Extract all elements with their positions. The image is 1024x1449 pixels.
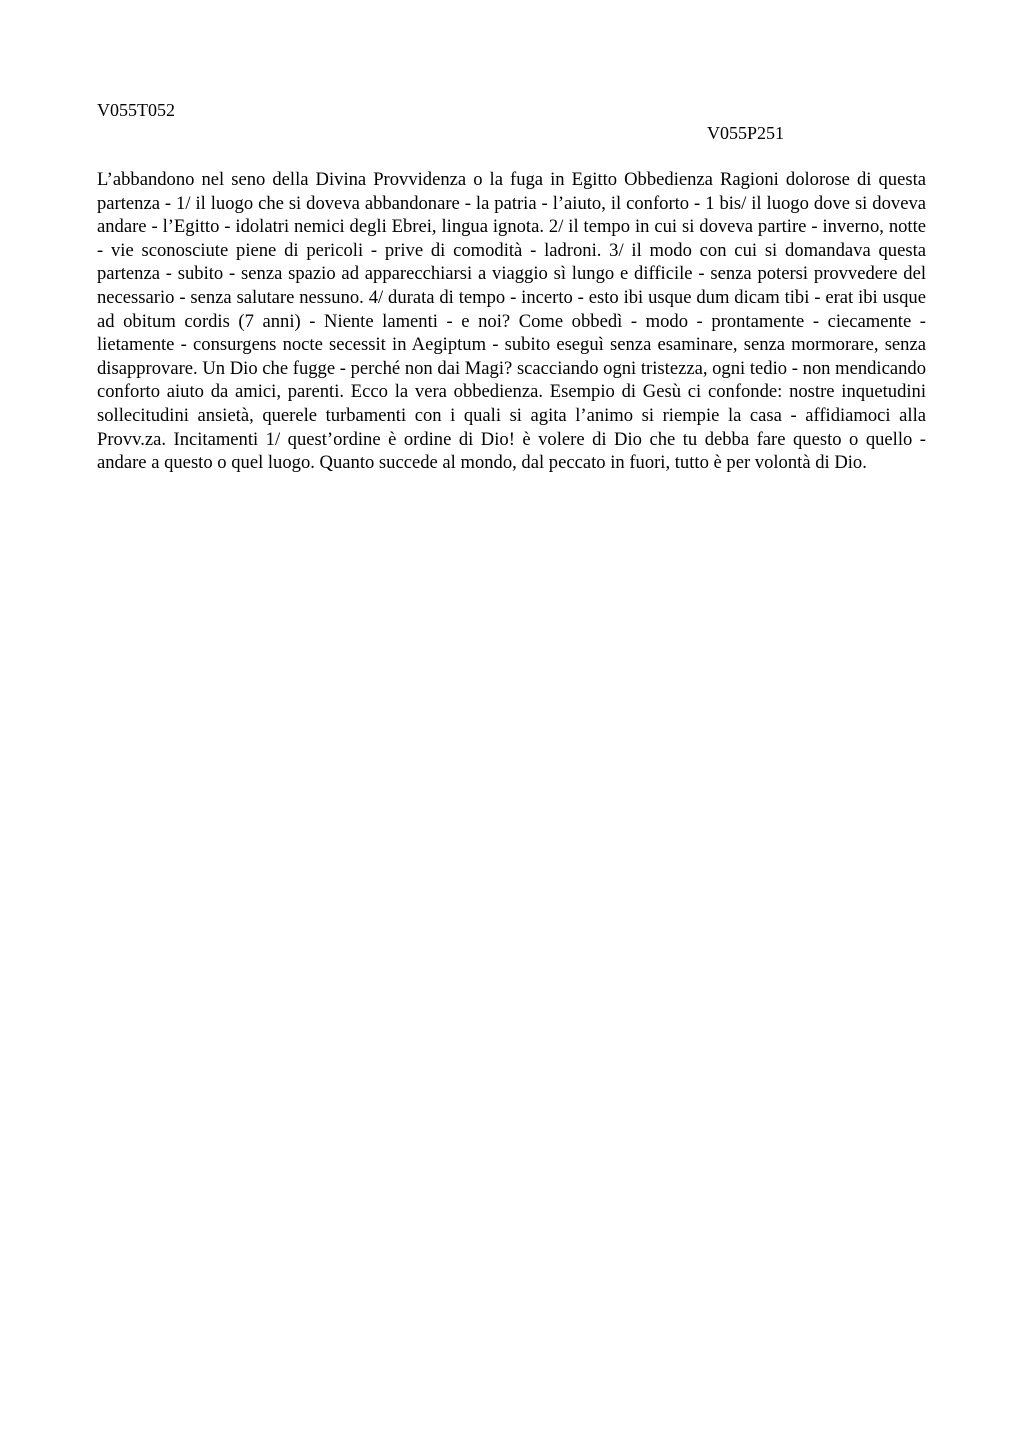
page-code: V055P251 [707,123,785,143]
document-code: V055T052 [97,100,175,120]
body-paragraph: L’abbandono nel seno della Divina Provvidenza o la fuga in Egitto Obbedienza Ragioni dolorose di questa partenza - 1/ il luogo che si doveva abbandonare - la patria - l’aiuto, il conforto - 1 bis/ il luogo dove si doveva andare - l’Egitto - idolatri nemici degli Ebrei, lingua ignota. 2/ il tempo in cui si doveva partire - inverno, notte - vie sconosciute piene di pericoli - prive di comodità - ladroni. 3/ il modo con cui si domandava questa partenza - subito - senza spazio ad apparecchiarsi a viaggio sì lungo e difficile - senza potersi provvedere del necessario - senza salutare nessuno. 4/ durata di tempo - incerto - esto ibi usque dum dicam tibi - erat ibi usque ad obitum cordis (7 anni) - Niente lamenti - e noi? Come obbedì - modo - prontamente - ciecamente - lietamente - consurgens nocte secessit in Aegiptum - subito eseguì senza esaminare, senza mormorare, senza disapprovare. Un Dio che fugge - perché non dai Magi? scacciando ogni tristezza, ogni tedio - non mendicando conforto aiuto da amici, parenti. Ecco la vera obbedienza. Esempio di Gesù ci confonde: nostre inquetudini sollecitudini ansietà, querele turbamenti con i quali si agita l’animo si riempie la casa - affidiamoci alla Provv.za. Incitamenti 1/ quest’ordine è ordine di Dio! è volere di Dio che tu debba fare questo o quello - andare a questo o quel luogo. Quanto succede al mondo, dal peccato in fuori, tutto è per volontà di Dio. [97,169,926,474]
